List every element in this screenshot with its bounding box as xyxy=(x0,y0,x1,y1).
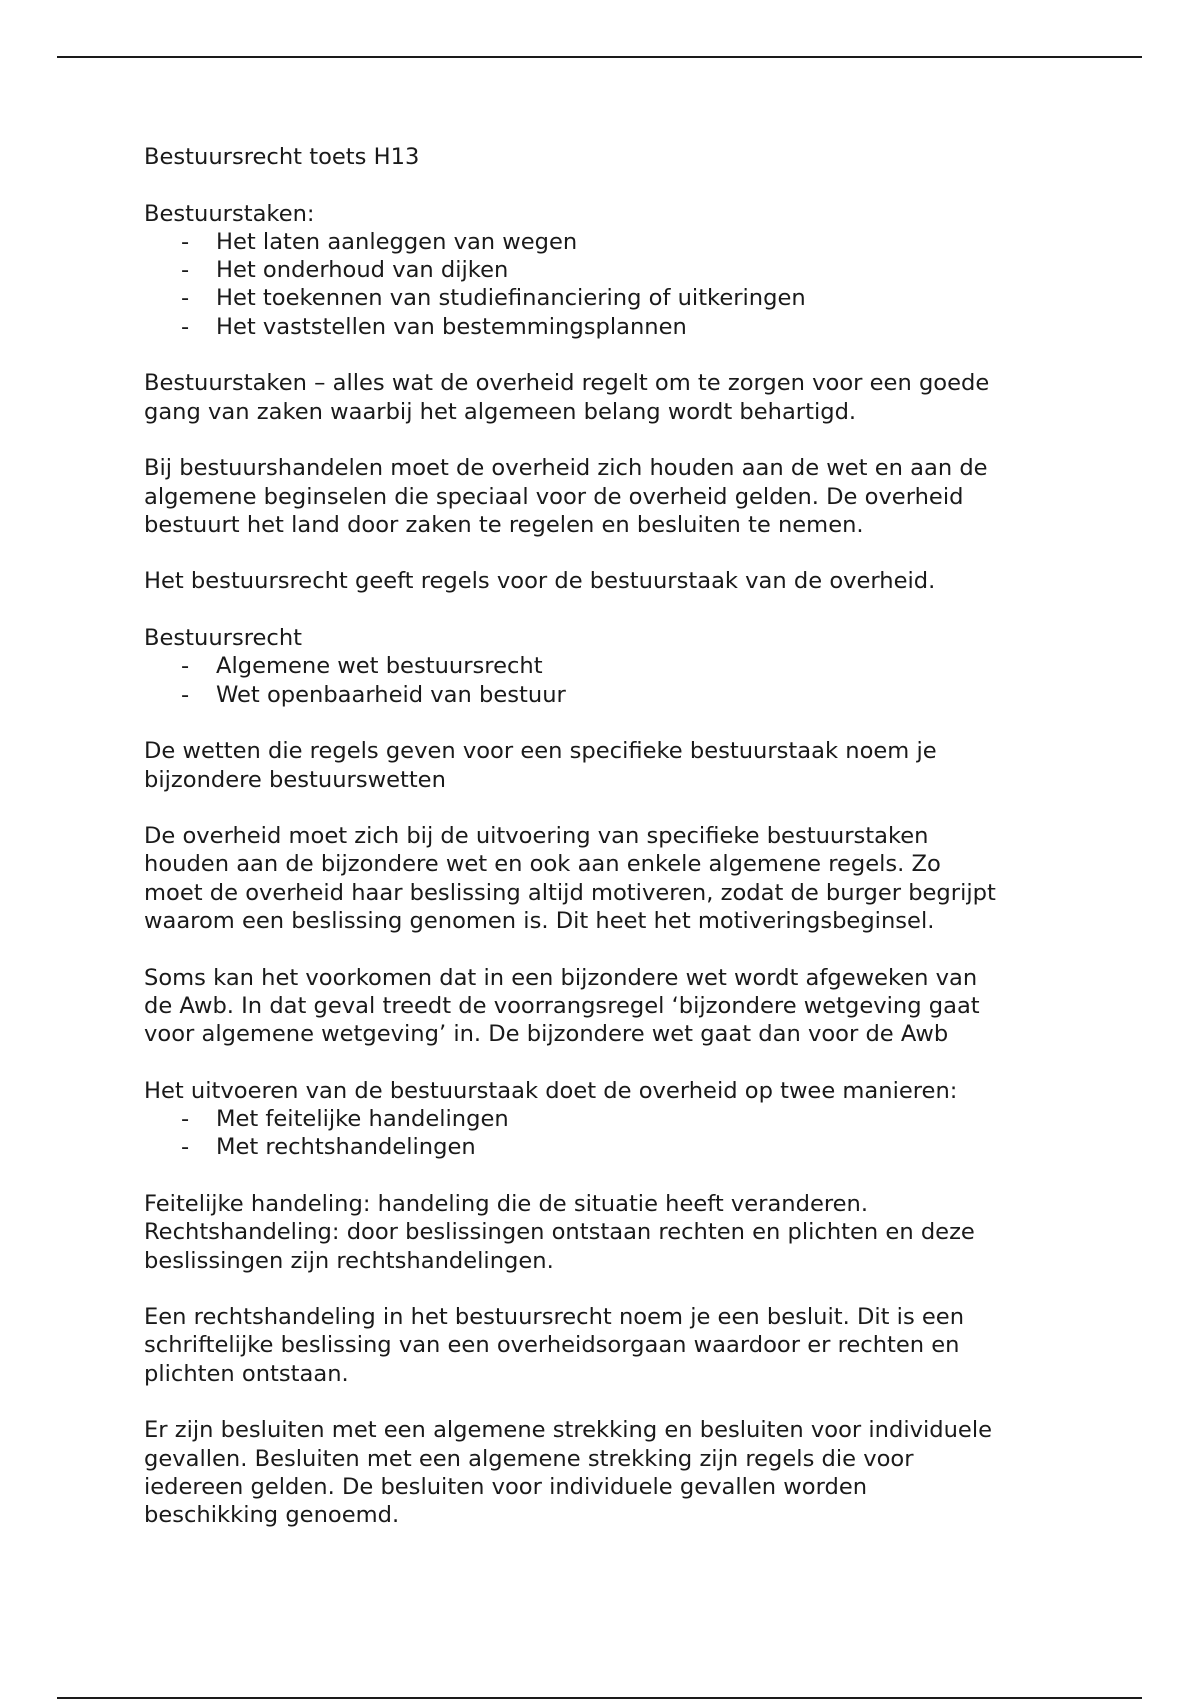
paragraph: Bij bestuurshandelen moet de overheid zich houden aan de wet en aan de algemene beginselen die speciaal voor de overheid gelden. De overheid bestuurt het land door zaken te regelen en besluiten te nemen. xyxy=(144,455,988,538)
document-title: Bestuursrecht toets H13 xyxy=(144,144,420,170)
document-body xyxy=(144,143,1074,1530)
paragraph: Het bestuursrecht geeft regels voor de bestuurstaak van de overheid. xyxy=(144,568,936,595)
bullet-list xyxy=(144,652,1074,709)
paragraph: De overheid moet zich bij de uitvoering van specifieke bestuurstaken houden aan de bijzondere wet en ook aan enkele algemene regels. Zo moet de overheid haar beslissing altijd motiveren, zodat de burger begrijpt waarom een beslissing genomen is. Dit heet het motiveringsbeginsel. xyxy=(144,823,996,935)
bullet-marker: - xyxy=(181,257,190,284)
list-item: - Het vaststellen van bestemmingsplannen xyxy=(181,313,687,340)
footer-rule xyxy=(57,1697,1142,1699)
list-item: - Wet openbaarheid van bestuur xyxy=(181,681,566,708)
header-rule xyxy=(57,56,1142,58)
list-item: - Het onderhoud van dijken xyxy=(181,257,509,284)
paragraph: Een rechtshandeling in het bestuursrecht noem je een besluit. Dit is een schriftelijke beslissing van een overheidsorgaan waardoor er rechten en plichten ontstaan. xyxy=(144,1304,965,1387)
bullet-marker: - xyxy=(181,285,190,312)
bullet-marker: - xyxy=(181,228,190,255)
paragraph: Soms kan het voorkomen dat in een bijzondere wet wordt afgeweken van de Awb. In dat geval treedt de voorrangsregel ‘bijzondere wetgeving gaat voor algemene wetgeving’ in. De bijzondere wet gaat dan voor de Awb xyxy=(144,964,980,1048)
section-heading: Bestuursrecht xyxy=(144,625,303,652)
bullet-marker: - xyxy=(181,1106,190,1133)
bullet-marker: - xyxy=(181,1134,190,1161)
paragraph: Feitelijke handeling: handeling die de situatie heeft veranderen. Rechtshandeling: door beslissingen ontstaan rechten en plichten en deze beslissingen zijn rechtshandelingen. xyxy=(144,1190,975,1274)
bullet-marker: - xyxy=(181,313,190,340)
list-item: - Met feitelijke handelingen xyxy=(181,1106,509,1133)
bullet-marker: - xyxy=(181,653,190,680)
list-item: - Met rechtshandelingen xyxy=(181,1134,476,1161)
bullet-marker: - xyxy=(181,681,190,708)
list-item: - Het toekennen van studiefinanciering of uitkeringen xyxy=(181,285,806,312)
section-heading: Bestuurstaken: xyxy=(144,200,315,227)
section-heading: Het uitvoeren van de bestuurstaak doet de overheid op twee manieren: xyxy=(144,1077,958,1104)
paragraph: Bestuurstaken – alles wat de overheid regelt om te zorgen voor een goede gang van zaken waarbij het algemeen belang wordt behartigd. xyxy=(144,370,990,425)
bullet-list xyxy=(144,1105,1074,1162)
paragraph: Er zijn besluiten met een algemene strekking en besluiten voor individuele gevallen. Besluiten met een algemene strekking zijn regels die voor iedereen gelden. De besluiten voor individuele gevallen worden beschikking genoemd. xyxy=(144,1417,992,1529)
list-item: - Het laten aanleggen van wegen xyxy=(181,228,578,255)
bullet-list xyxy=(144,228,1074,341)
paragraph: De wetten die regels geven voor een specifieke bestuurstaak noem je bijzondere bestuurswetten xyxy=(144,738,937,793)
list-item: - Algemene wet bestuursrecht xyxy=(181,653,543,680)
